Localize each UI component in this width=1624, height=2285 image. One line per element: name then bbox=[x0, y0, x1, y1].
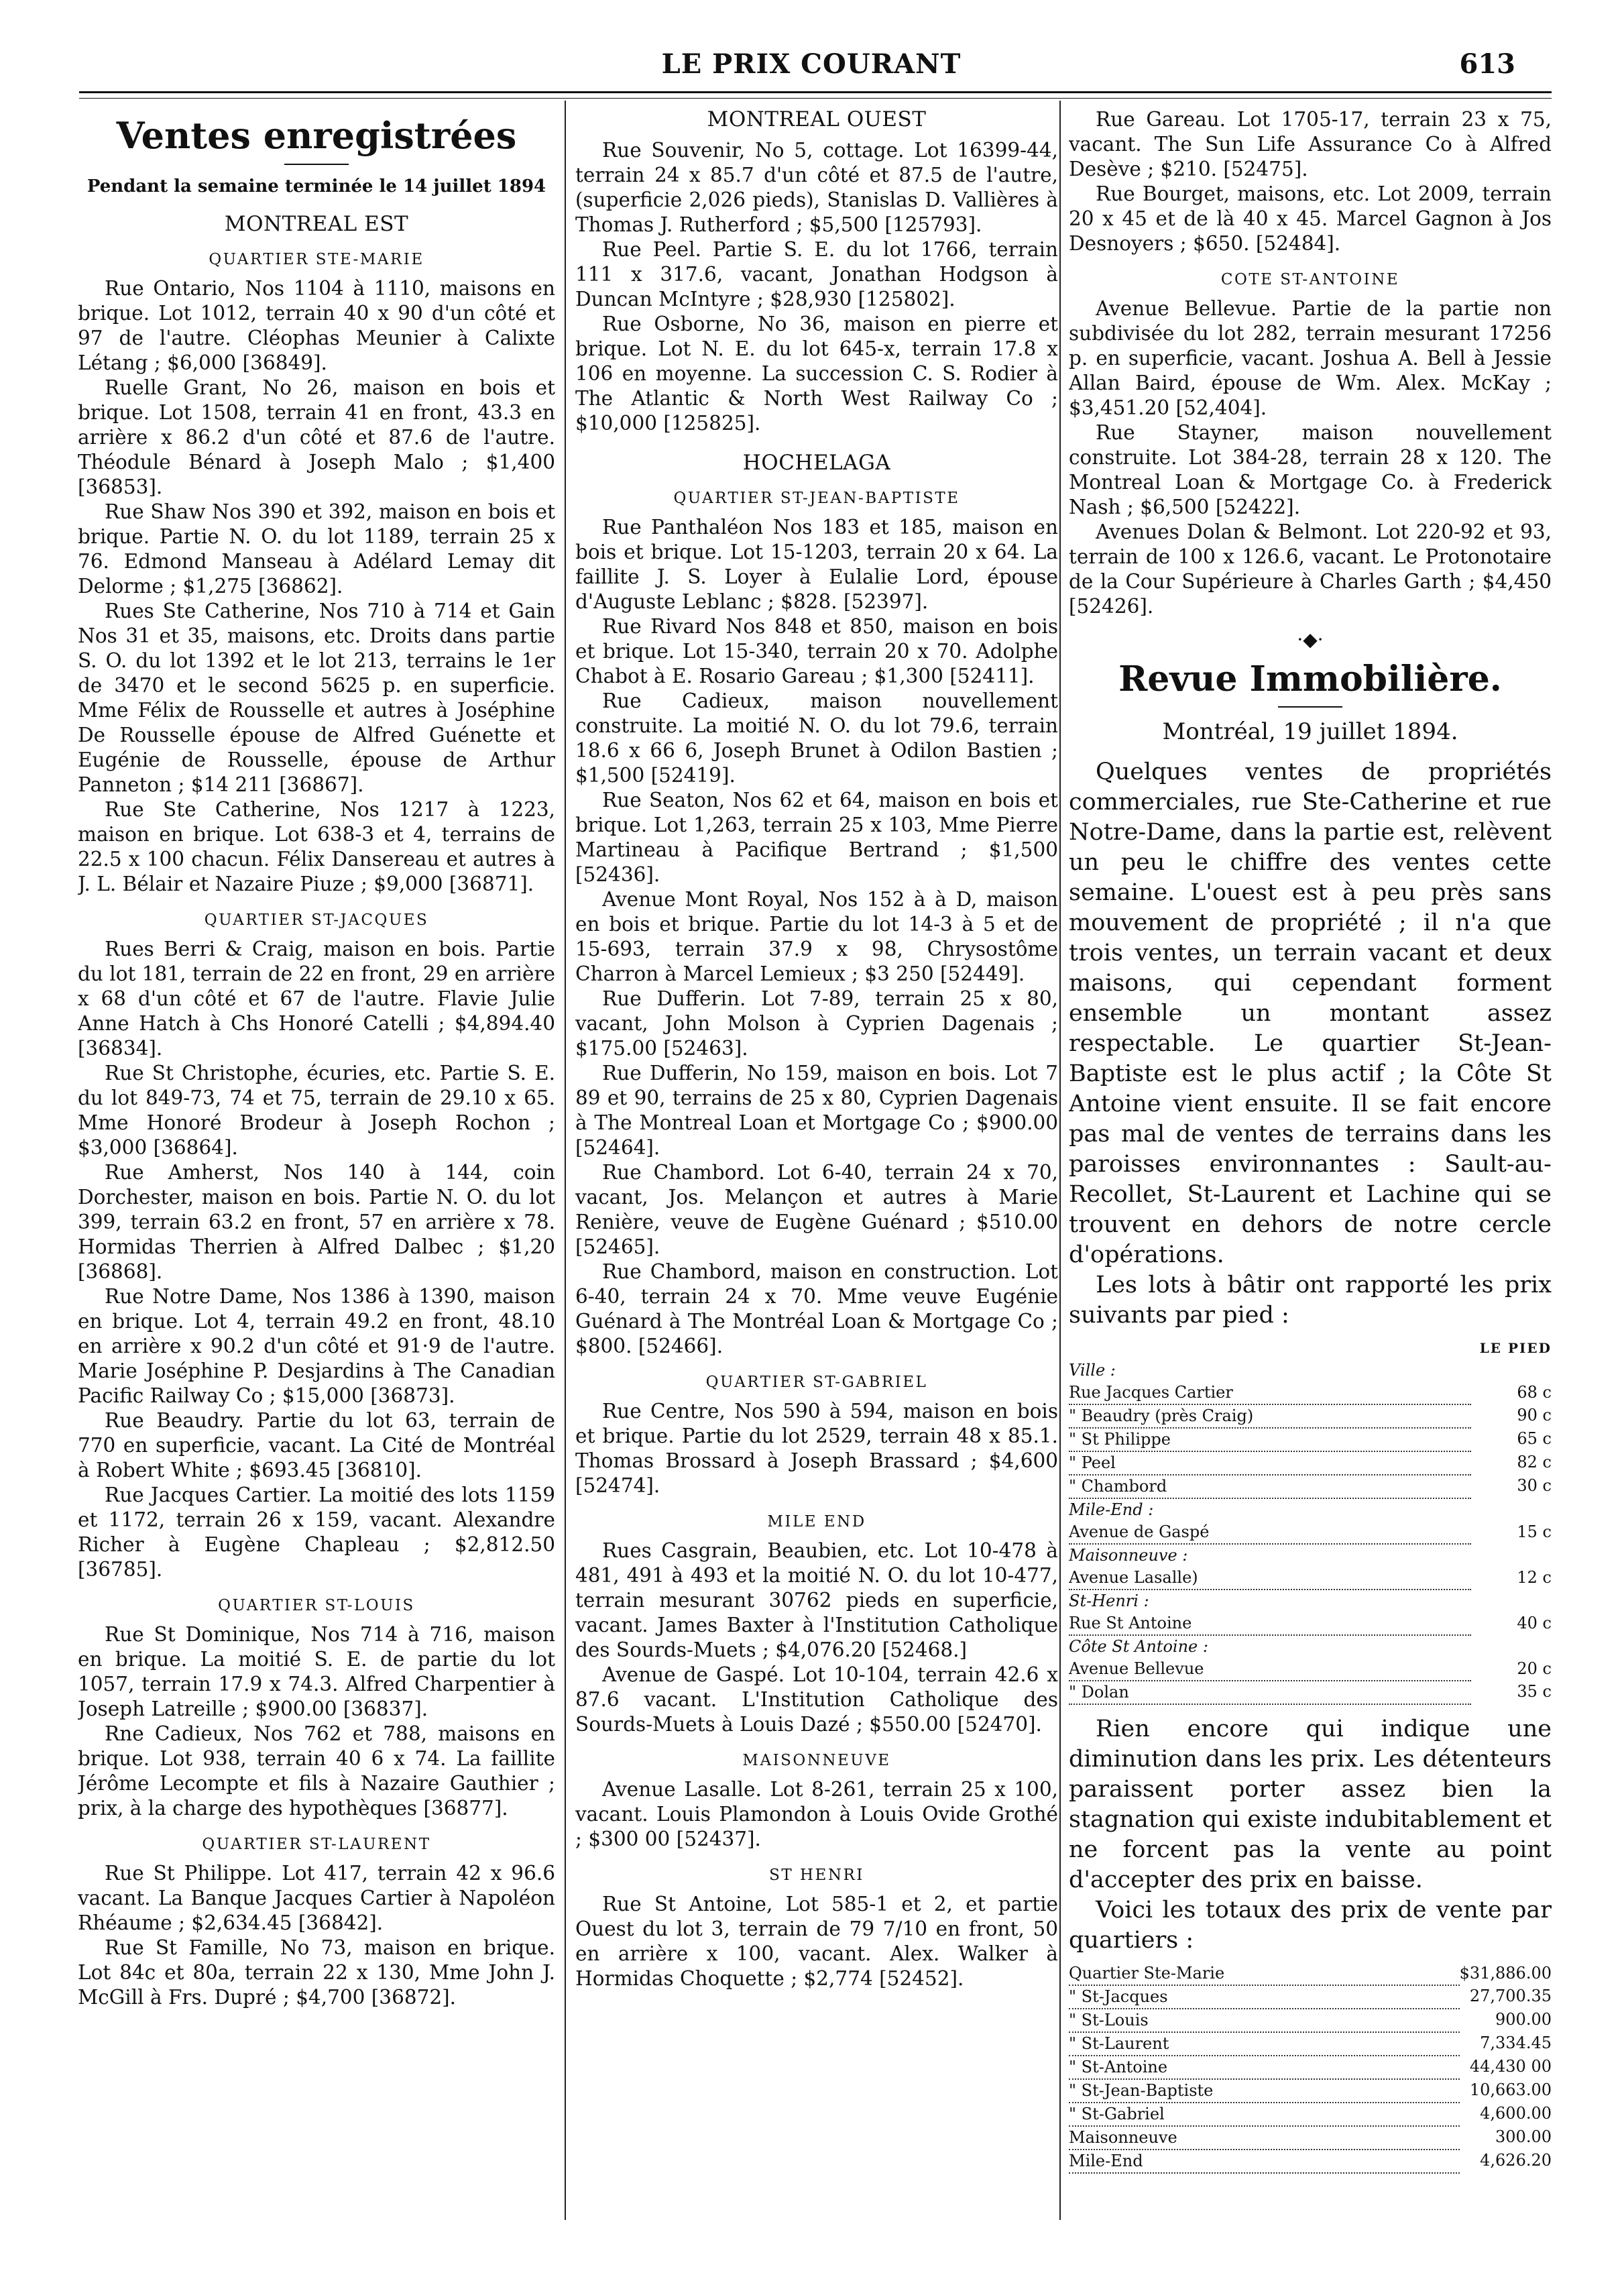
table-row bbox=[1069, 1428, 1552, 1451]
article-date: Montréal, 19 juillet 1894. bbox=[1162, 718, 1458, 745]
column-divider-2 bbox=[1059, 101, 1061, 2220]
district-heading: COTE ST-ANTOINE bbox=[1220, 271, 1400, 288]
table-row bbox=[1069, 1658, 1552, 1681]
sale-entry: Rues Casgrain, Beaubien, etc. Lot 10-478 à 481, 491 à 493 et la moitié N. O. du lot 10-477, terrain mesurant 30762 pieds en superficie, vacant. James Baxter à l'Institution Catholique des Sourds-Muets ; $4,076.20 [52468.] bbox=[575, 1539, 1058, 1661]
entry-list bbox=[575, 1892, 1058, 1991]
group-label: Côte St Antoine : bbox=[1069, 1637, 1208, 1656]
row-value: 4,600.00 bbox=[1480, 2104, 1552, 2123]
district-heading: MAISONNEUVE bbox=[742, 1752, 891, 1769]
table-row bbox=[1069, 2126, 1552, 2150]
sale-entry: Rue Stayner, maison nouvellement construite. Lot 384-28, terrain 28 x 120. The Montreal Loan & Mortgage Co. à Frederick Nash ; $6,500 [52422]. bbox=[1069, 421, 1552, 518]
table-row bbox=[1069, 1521, 1552, 1544]
row-name: Rue St Antoine bbox=[1069, 1612, 1471, 1635]
group-label: Ville : bbox=[1069, 1361, 1116, 1380]
row-value: 35 c bbox=[1517, 1682, 1552, 1701]
table-row bbox=[1069, 1681, 1552, 1704]
journal-title: LE PRIX COURANT bbox=[661, 48, 962, 80]
district-heading: QUARTIER ST-JEAN-BAPTISTE bbox=[673, 490, 960, 507]
row-name: Mile-End bbox=[1069, 2150, 1460, 2173]
table-row bbox=[1069, 2009, 1552, 2032]
sale-entry: Rue Ste Catherine, Nos 1217 à 1223, maison en brique. Lot 638-3 et 4, terrains de 22.5 x 100 chacun. Félix Dansereau et autres à J. L. Bélair et Nazaire Piuze ; $9,000 [36871]. bbox=[78, 797, 555, 895]
row-name: " St-Louis bbox=[1069, 2009, 1460, 2032]
column-3 bbox=[1069, 107, 1552, 2213]
table-row bbox=[1069, 1451, 1552, 1475]
row-value: 40 c bbox=[1517, 1614, 1552, 1632]
row-name: " St-Gabriel bbox=[1069, 2103, 1460, 2126]
row-value: 12 c bbox=[1517, 1568, 1552, 1587]
sale-entry: Rue Centre, Nos 590 à 594, maison en bois et brique. Partie du lot 2529, terrain 48 x 85.1. Thomas Brossard à Joseph Brassard ; $4,600 [52474]. bbox=[575, 1400, 1058, 1497]
ornament-separator: ·◆· bbox=[1297, 628, 1324, 651]
sale-entry: Avenue Mont Royal, Nos 152 à à D, maison en bois et brique. Partie du lot 14-3 à 5 et de 15-693, terrain 37.9 x 98, Chrysostôme Charron à Marcel Lemieux ; $3 250 [52449]. bbox=[575, 888, 1058, 985]
table-row bbox=[1069, 1962, 1552, 1985]
title-dash bbox=[1278, 706, 1342, 708]
table-row bbox=[1069, 2079, 1552, 2103]
row-value: 44,430 00 bbox=[1469, 2057, 1552, 2076]
sale-entry: Rue St Philippe. Lot 417, terrain 42 x 96.6 vacant. La Banque Jacques Cartier à Napoléon Rhéaume ; $2,634.45 [36842]. bbox=[78, 1861, 555, 1934]
sale-entry: Rue Osborne, No 36, maison en pierre et brique. Lot N. E. du lot 645-x, terrain 17.8 x 106 en moyenne. La succession C. S. Rodier à The Atlantic & North West Railway Co ; $10,000 [125825]. bbox=[575, 313, 1058, 435]
column-header: LE PIED bbox=[1479, 1340, 1552, 1356]
sale-entry: Rue St Antoine, Lot 585-1 et 2, et partie Ouest du lot 3, terrain de 79 7/10 en front, 50 en arrière x 100, vacant. Alex. Walker à Hormidas Choquette ; $2,774 [52452]. bbox=[575, 1893, 1058, 1990]
row-name: Avenue Lasalle) bbox=[1069, 1567, 1471, 1590]
sale-entry: Rue Ontario, Nos 1104 à 1110, maisons en brique. Lot 1012, terrain 40 x 90 d'un côté et 97 de l'autre. Cléophas Meunier à Calixte Létang ; $6,000 [36849]. bbox=[78, 276, 555, 374]
row-name: " St-Antoine bbox=[1069, 2056, 1460, 2079]
article-paragraph: Rien encore qui indique une diminution dans les prix. Les détenteurs paraissent porter assez bien la stagnation qui existe indubitablement et ne forcent pas la vente au point d'accepter des prix en baisse. bbox=[1069, 1716, 1552, 1893]
sale-entry: Rue Rivard Nos 848 et 850, maison en bois et brique. Lot 15-340, terrain 20 x 70. Adolphe Chabot à E. Rosario Gareau ; $1,300 [52411]. bbox=[575, 615, 1058, 687]
sale-entry: Ruelle Grant, No 26, maison en bois et brique. Lot 1508, terrain 41 en front, 43.3 en arrière x 86.2 d'un côté et 87.6 de l'autre. Théodule Bénard à Joseph Malo ; $1,400 [36853]. bbox=[78, 376, 555, 498]
header-rule-thin bbox=[79, 98, 1552, 99]
table-row bbox=[1069, 1567, 1552, 1590]
entry-list bbox=[78, 1861, 555, 2010]
sale-entry: Rue Shaw Nos 390 et 392, maison en bois et brique. Partie N. O. du lot 1189, terrain 25 x 76. Edmond Manseau à Adélard Lemay dit Delorme ; $1,275 [36862]. bbox=[78, 500, 555, 598]
entry-list bbox=[78, 1622, 555, 1821]
row-name: " Dolan bbox=[1069, 1681, 1471, 1704]
table-row bbox=[1069, 1475, 1552, 1498]
page-header bbox=[80, 48, 1542, 89]
sale-entry: Rue Cadieux, maison nouvellement construite. La moitié N. O. du lot 79.6, terrain 18.6 x 66 6, Joseph Brunet à Odilon Bastien ; $1,500 [52419]. bbox=[575, 689, 1058, 787]
row-name: Rue Jacques Cartier bbox=[1069, 1382, 1471, 1404]
row-value: 82 c bbox=[1517, 1453, 1552, 1471]
district-heading: QUARTIER ST-GABRIEL bbox=[705, 1374, 928, 1391]
sale-entry: Avenue Bellevue. Partie de la partie non subdivisée du lot 282, terrain mesurant 17256 p. en superficie, vacant. Joshua A. Bell à Jessie Allan Baird, épouse de Wm. Alex. McKay ; $3,451.20 [52,404]. bbox=[1069, 297, 1552, 419]
row-value: 4,626.20 bbox=[1480, 2151, 1552, 2170]
table-row bbox=[1069, 1612, 1552, 1635]
row-value: 65 c bbox=[1517, 1429, 1552, 1448]
row-name: " St-Laurent bbox=[1069, 2032, 1460, 2056]
table-row bbox=[1069, 1985, 1552, 2009]
entry-list bbox=[78, 276, 555, 897]
sale-entry: Rue Souvenir, No 5, cottage. Lot 16399-44, terrain 24 x 85.7 d'un côté et 87.5 de l'autre, (superficie 2,026 pieds), Stanislas D. Vallières à Thomas J. Rutherford ; $5,500 [125793]. bbox=[575, 139, 1058, 236]
price-per-foot-table bbox=[1069, 1337, 1552, 1705]
row-value: 68 c bbox=[1517, 1383, 1552, 1402]
column-divider-1 bbox=[565, 101, 566, 2220]
article-paragraph: Les lots à bâtir ont rapporté les prix suivants par pied : bbox=[1069, 1272, 1552, 1329]
row-name: Maisonneuve bbox=[1069, 2126, 1460, 2150]
column-2 bbox=[575, 107, 1058, 2213]
revue-masthead: Revue Immobilière. bbox=[1118, 659, 1502, 700]
district-heading: ST HENRI bbox=[769, 1866, 864, 1884]
sale-entry: Avenue de Gaspé. Lot 10-104, terrain 42.6 x 87.6 vacant. L'Institution Catholique des Sourds-Muets à Louis Dazé ; $550.00 [52470]. bbox=[575, 1663, 1058, 1736]
sale-entry: Rue Gareau. Lot 1705-17, terrain 23 x 75, vacant. The Sun Life Assurance Co à Alfred Desève ; $210. [52475]. bbox=[1069, 108, 1552, 180]
totals-by-district-table bbox=[1069, 1962, 1552, 2174]
section-heading: MONTREAL OUEST bbox=[707, 107, 927, 131]
page-number: 613 bbox=[1459, 48, 1515, 80]
table-row bbox=[1069, 2032, 1552, 2056]
sale-entry: Avenue Lasalle. Lot 8-261, terrain 25 x 100, vacant. Louis Plamondon à Louis Ovide Grothé ; $300 00 [52437]. bbox=[575, 1778, 1058, 1850]
row-value: 30 c bbox=[1517, 1476, 1552, 1495]
article-paragraph: Quelques ventes de propriétés commerciales, rue Ste-Catherine et rue Notre-Dame, dans la partie est, relèvent un peu le chiffre des ventes cette semaine. L'ouest est à peu près sans mouvement de propriété ; il n'a que trois ventes, un terrain vacant et deux maisons, qui cependant forment ensemble un montant assez respectable. Le quartier St-Jean-Baptiste est le plus actif ; la Côte St Antoine vient ensuite. Il se fait encore pas mal de ventes de terrains dans les paroisses environnantes : Sault-au-Recollet, St-Laurent et Lachine qui se trouvent en dehors de notre cercle d'opérations. bbox=[1069, 759, 1552, 1268]
sale-entry: Rue Beaudry. Partie du lot 63, terrain de 770 en superficie, vacant. La Cité de Montréal à Robert White ; $693.45 [36810]. bbox=[78, 1408, 555, 1482]
row-value: 7,334.45 bbox=[1480, 2033, 1552, 2052]
sale-entry: Rue Jacques Cartier. La moitié des lots 1159 et 1172, terrain 26 x 159, vacant. Alexandre Richer à Eugène Chapleau ; $2,812.50 [36785]. bbox=[78, 1483, 555, 1581]
entry-list bbox=[575, 1777, 1058, 1852]
ventes-masthead: Ventes enregistrées bbox=[116, 114, 517, 157]
section-heading: HOCHELAGA bbox=[742, 451, 891, 475]
table-row bbox=[1069, 1404, 1552, 1428]
entry-list bbox=[1069, 107, 1552, 256]
sale-entry: Rue Panthaléon Nos 183 et 185, maison en bois et brique. Lot 15-1203, terrain 20 x 64. La faillite J. S. Loyer à Eulalie Lord, épouse d'Auguste Leblanc ; $828. [52397]. bbox=[575, 516, 1058, 613]
group-label: Maisonneuve : bbox=[1069, 1546, 1188, 1565]
week-subtitle: Pendant la semaine terminée le 14 juillet 1894 bbox=[86, 176, 546, 197]
district-heading: QUARTIER ST-LAURENT bbox=[202, 1835, 431, 1853]
article-paragraph: Voici les totaux des prix de vente par quartiers : bbox=[1069, 1897, 1552, 1954]
column-1 bbox=[78, 107, 555, 2213]
district-heading: MILE END bbox=[767, 1513, 866, 1530]
row-value: 10,663.00 bbox=[1469, 2080, 1552, 2099]
sale-entry: Rue St Dominique, Nos 714 à 716, maison en brique. La moitié S. E. de partie du lot 1057, terrain 17.9 x 74.3. Alfred Charpentier à Joseph Latreille ; $900.00 [36837]. bbox=[78, 1622, 555, 1720]
row-name: " St Philippe bbox=[1069, 1428, 1471, 1451]
sale-entry: Rne Cadieux, Nos 762 et 788, maisons en brique. Lot 938, terrain 40 6 x 74. La faillite Jérôme Lecompte et fils à Nazaire Gauthier ; prix, à la charge des hypothèques [36877]. bbox=[78, 1722, 555, 1820]
district-heading: QUARTIER ST-JACQUES bbox=[204, 911, 429, 929]
row-name: Avenue de Gaspé bbox=[1069, 1521, 1471, 1544]
table-row bbox=[1069, 2103, 1552, 2126]
district-heading: QUARTIER STE-MARIE bbox=[209, 250, 424, 268]
sale-entry: Rues Berri & Craig, maison en bois. Partie du lot 181, terrain de 22 en front, 29 en arrière x 68 d'un côté et 67 de l'autre. Flavie Julie Anne Hatch à Chs Honoré Catelli ; $4,894.40 [36834]. bbox=[78, 937, 555, 1060]
sale-entry: Rue St Famille, No 73, maison en brique. Lot 84c et 80a, terrain 22 x 130, Mme John J. McGill à Frs. Dupré ; $4,700 [36872]. bbox=[78, 1936, 555, 2009]
table-spacer bbox=[1069, 1337, 1471, 1359]
sale-entry: Rue St Christophe, écuries, etc. Partie S. E. du lot 849-73, 74 et 75, terrain de 29.10 x 65. Mme Honoré Brodeur à Joseph Rochon ; $3,000 [36864]. bbox=[78, 1061, 555, 1159]
table-row bbox=[1069, 2056, 1552, 2079]
group-label: Mile-End : bbox=[1069, 1500, 1154, 1519]
entry-list bbox=[575, 138, 1058, 436]
table-row bbox=[1069, 2150, 1552, 2173]
row-name: Quartier Ste-Marie bbox=[1069, 1962, 1460, 1985]
row-value: 20 c bbox=[1517, 1659, 1552, 1678]
table-row bbox=[1069, 1382, 1552, 1404]
district-heading: QUARTIER ST-LOUIS bbox=[218, 1596, 415, 1614]
entry-list bbox=[575, 515, 1058, 1359]
sale-entry: Rue Notre Dame, Nos 1386 à 1390, maison en brique. Lot 4, terrain 49.2 en front, 48.10 en arrière x 90.2 d'un côté et 91·9 de l'autre. Marie Joséphine P. Desjardins à The Canadian Pacific Railway Co ; $15,000 [36873]. bbox=[78, 1284, 555, 1407]
row-value: 300.00 bbox=[1495, 2127, 1552, 2146]
sale-entry: Rue Amherst, Nos 140 à 144, coin Dorchester, maison en bois. Partie N. O. du lot 399, terrain 63.2 en front, 57 en arrière x 78. Hormidas Therrien à Alfred Dalbec ; $1,20 [36868]. bbox=[78, 1160, 555, 1283]
sale-entry: Rue Dufferin, No 159, maison en bois. Lot 7 89 et 90, terrains de 25 x 80, Cyprien Dagenais à The Montreal Loan et Mortgage Co ; $900.00 [52464]. bbox=[575, 1062, 1058, 1159]
row-name: " St-Jacques bbox=[1069, 1985, 1460, 2009]
row-name: " St-Jean-Baptiste bbox=[1069, 2079, 1460, 2103]
row-name: " Beaudry (près Craig) bbox=[1069, 1404, 1471, 1428]
row-value: $31,886.00 bbox=[1459, 1964, 1552, 1983]
entry-list bbox=[78, 937, 555, 1582]
row-value: 90 c bbox=[1517, 1406, 1552, 1425]
sale-entry: Avenues Dolan & Belmont. Lot 220-92 et 93, terrain de 100 x 126.6, vacant. Le Protonotaire de la Cour Supérieure à Charles Garth ; $4,450 [52426]. bbox=[1069, 520, 1552, 618]
sale-entry: Rue Chambord, maison en construction. Lot 6-40, terrain 24 x 70. Mme veuve Eugénie Guénard à The Montréal Loan & Mortgage Co ; $800. [52466]. bbox=[575, 1260, 1058, 1357]
row-value: 900.00 bbox=[1495, 2010, 1552, 2029]
row-name: Avenue Bellevue bbox=[1069, 1658, 1471, 1681]
sale-entry: Rues Ste Catherine, Nos 710 à 714 et Gain Nos 31 et 35, maisons, etc. Droits dans partie S. O. du lot 1392 et le lot 213, terrains le 1er de 3470 et le second 5625 p. en superficie. Mme Félix de Rousselle et autres à Joséphine De Rousselle épouse de Alfred Guénette et Eugénie de Rousselle, épouse de Arthur Panneton ; $14 211 [36867]. bbox=[78, 599, 555, 796]
row-name: " Peel bbox=[1069, 1451, 1471, 1475]
sale-entry: Rue Bourget, maisons, etc. Lot 2009, terrain 20 x 45 et de là 40 x 45. Marcel Gagnon à Jos Desnoyers ; $650. [52484]. bbox=[1069, 182, 1552, 255]
header-rule bbox=[79, 91, 1552, 93]
entry-list bbox=[575, 1539, 1058, 1737]
sale-entry: Rue Seaton, Nos 62 et 64, maison en bois et brique. Lot 1,263, terrain 25 x 103, Mme Pierre Martineau à Pacifique Bertrand ; $1,500 [52436]. bbox=[575, 789, 1058, 886]
row-name: " Chambord bbox=[1069, 1475, 1471, 1498]
group-label: St-Henri : bbox=[1069, 1592, 1149, 1610]
entry-list bbox=[1069, 296, 1552, 619]
title-dash bbox=[284, 164, 349, 165]
sale-entry: Rue Chambord. Lot 6-40, terrain 24 x 70, vacant, Jos. Melançon et autres à Marie Renière, veuve de Eugène Guénard ; $510.00 [52465]. bbox=[575, 1161, 1058, 1258]
row-value: 27,700.35 bbox=[1469, 1987, 1552, 2005]
row-value: 15 c bbox=[1517, 1522, 1552, 1541]
entry-list bbox=[575, 1399, 1058, 1498]
sale-entry: Rue Peel. Partie S. E. du lot 1766, terrain 111 x 317.6, vacant, Jonathan Hodgson à Duncan McIntyre ; $28,930 [125802]. bbox=[575, 238, 1058, 311]
section-heading: MONTREAL EST bbox=[224, 211, 409, 236]
sale-entry: Rue Dufferin. Lot 7-89, terrain 25 x 80, vacant, John Molson à Cyprien Dagenais ; $175.00 [52463]. bbox=[575, 987, 1058, 1060]
